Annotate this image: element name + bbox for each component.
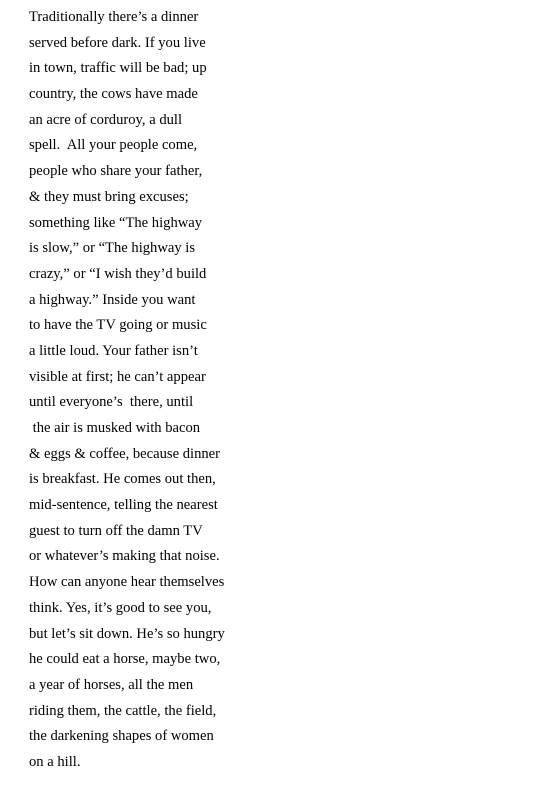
poem-line: a little loud. Your father isn’t <box>29 342 198 359</box>
poem-line: an acre of corduroy, a dull <box>29 111 183 128</box>
poem-line: to have the TV going or music <box>29 317 207 334</box>
poem-line: is breakfast. He comes out then, <box>29 471 216 488</box>
poem-line: riding them, the cattle, the field, <box>29 702 217 719</box>
poem-line: or whatever’s making that noise. <box>29 548 220 565</box>
poem-text <box>29 5 225 776</box>
poem-line: spell. All your people come, <box>29 137 198 154</box>
poem-line: think. Yes, it’s good to see you, <box>29 599 212 616</box>
poem-line: he could eat a horse, maybe two, <box>29 651 221 668</box>
poem-line: the darkening shapes of women <box>29 728 214 745</box>
poem-line: served before dark. If you live <box>29 34 206 51</box>
poem-line: but let’s sit down. He’s so hungry <box>29 625 225 642</box>
poem-line: & they must bring excuses; <box>29 188 189 205</box>
poem-line: until everyone’s there, until <box>29 394 194 411</box>
poem-line: How can anyone hear themselves <box>29 574 225 591</box>
poem-line: a highway.” Inside you want <box>29 291 196 308</box>
poem-line: in town, traffic will be bad; up <box>29 60 207 77</box>
poem-line: country, the cows have made <box>29 86 198 103</box>
poem-line: visible at first; he can’t appear <box>29 368 206 385</box>
poem-line: the air is musked with bacon <box>29 420 201 436</box>
poem-line: people who share your father, <box>29 163 203 180</box>
poem-line: mid-sentence, telling the nearest <box>29 497 218 514</box>
poem-line: something like “The highway <box>29 214 203 231</box>
poem-line: Traditionally there’s a dinner <box>29 9 199 25</box>
poem-line: on a hill. <box>29 753 81 770</box>
poem-line: guest to turn off the damn TV <box>29 522 203 539</box>
poem-line: crazy,” or “I wish they’d build <box>29 265 207 282</box>
poem-line: & eggs & coffee, because dinner <box>29 445 220 462</box>
poem-line: is slow,” or “The highway is <box>29 240 196 257</box>
poem-line: a year of horses, all the men <box>29 676 194 693</box>
